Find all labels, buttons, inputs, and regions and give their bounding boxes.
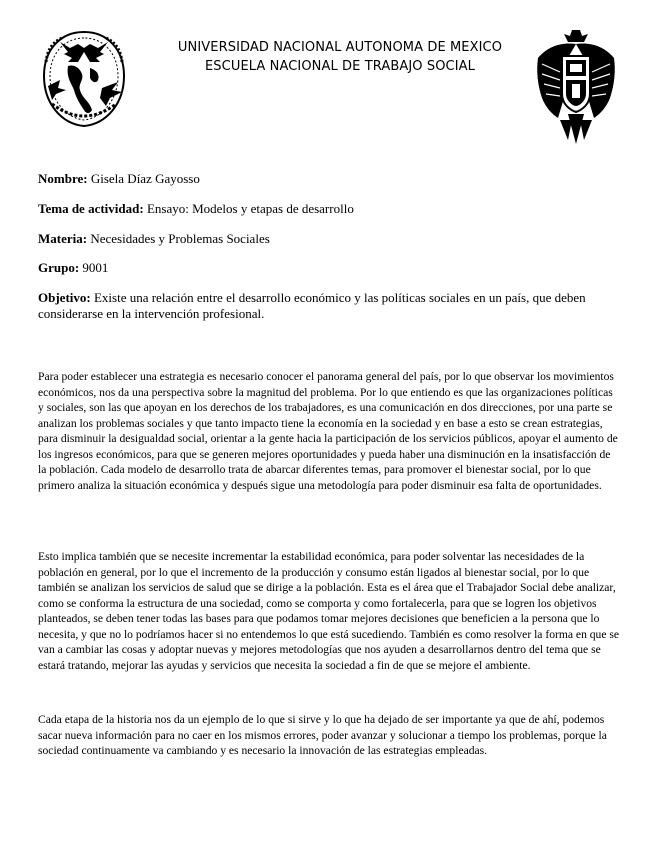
- field-value: Ensayo: Modelos y etapas de desarrollo: [143, 201, 354, 216]
- field-label: Objetivo:: [38, 290, 91, 305]
- field-grupo: [38, 260, 108, 276]
- field-label: Materia:: [38, 231, 88, 246]
- field-tema: [38, 201, 354, 217]
- body-paragraph-2: Esto implica también que se necesite incrementar la estabilidad económica, para poder solventar las necesidades de la población en general, por lo que el incremento de la producción y consumo están ligados al bienestar social, por lo que también se analizan los servicios de salud que se dirige a la población. Esta es el área que el Trabajador Social debe analizar, como se conforma la estructura de una sociedad, como se comporta y como fortalecerla, para que se logren los objetivos planteados, se deben tener todas las bases para que podamos tomar mejores decisiones que beneficien a la persona que lo necesita, y que no lo podríamos hacer si no entendemos lo que está sucediendo. También es como resolver la forma en que se van a cambiar las cosas y adoptar nuevas y mejores metodologías que nos ayuden a desarrollarnos dentro del tema que se estará tratando, mejorar las ayudas y servicios que necesita la sociedad a fin de que se mejore el ambiente.: [38, 550, 620, 672]
- field-value: Existe una relación entre el desarrollo económico y las políticas sociales en un país, que deben considerarse en la intervención profesional.: [38, 290, 586, 321]
- field-value: Gisela Díaz Gayosso: [87, 171, 200, 186]
- ents-seal-icon: [532, 28, 620, 146]
- field-value: 9001: [79, 260, 109, 275]
- institution-header: [150, 38, 530, 76]
- school-name: ESCUELA NACIONAL DE TRABAJO SOCIAL: [204, 59, 475, 74]
- field-nombre: [38, 171, 200, 187]
- field-label: Tema de actividad:: [38, 201, 144, 216]
- field-label: Nombre:: [38, 171, 88, 186]
- body-paragraph-1: Para poder establecer una estrategia es necesario conocer el panorama general del país, por lo que observar los movimientos económicos, nos da una perspectiva sobre la magnitud del problema. Por lo que entiendo es que las organizaciones políticas y sociales, son las que apoyan en los derechos de los trabajadores, es una comunicación en dos direcciones, por una parte se analizan los problemas sociales y que tanto impacto tiene la economía en la sociedad y en base a esto se crean estrategias, para disminuir la desigualdad social, orientar a la gente hacia la participación de los servicios públicos, apoyar el aumento de los ingresos económicos, para que se generen mejores oportunidades y pueda haber una disminución en la insatisfacción de la población. Cada modelo de desarrollo trata de abarcar diferentes temas, para promover el bienestar social, por lo que primero analiza la situación económica y después sigue una metodología para poder disminuir esa falta de oportunidades.: [38, 370, 618, 492]
- body-paragraph-3: Cada etapa de la historia nos da un ejemplo de lo que si sirve y lo que ha dejado de ser importante ya que de ahí, podemos sacar nueva información para no caer en los mismos errores, poder avanzar y solucionar a tiempo los problemas, porque la sociedad continuamente va cambiando y es necesario la innovación de las estrategias empleadas.: [38, 713, 607, 757]
- field-objetivo: [38, 290, 613, 322]
- field-value: Necesidades y Problemas Sociales: [87, 231, 270, 246]
- field-label: Grupo:: [38, 260, 80, 275]
- unam-seal-icon: [38, 28, 130, 130]
- field-materia: [38, 231, 270, 247]
- university-name: UNIVERSIDAD NACIONAL AUTONOMA DE MEXICO: [177, 40, 503, 55]
